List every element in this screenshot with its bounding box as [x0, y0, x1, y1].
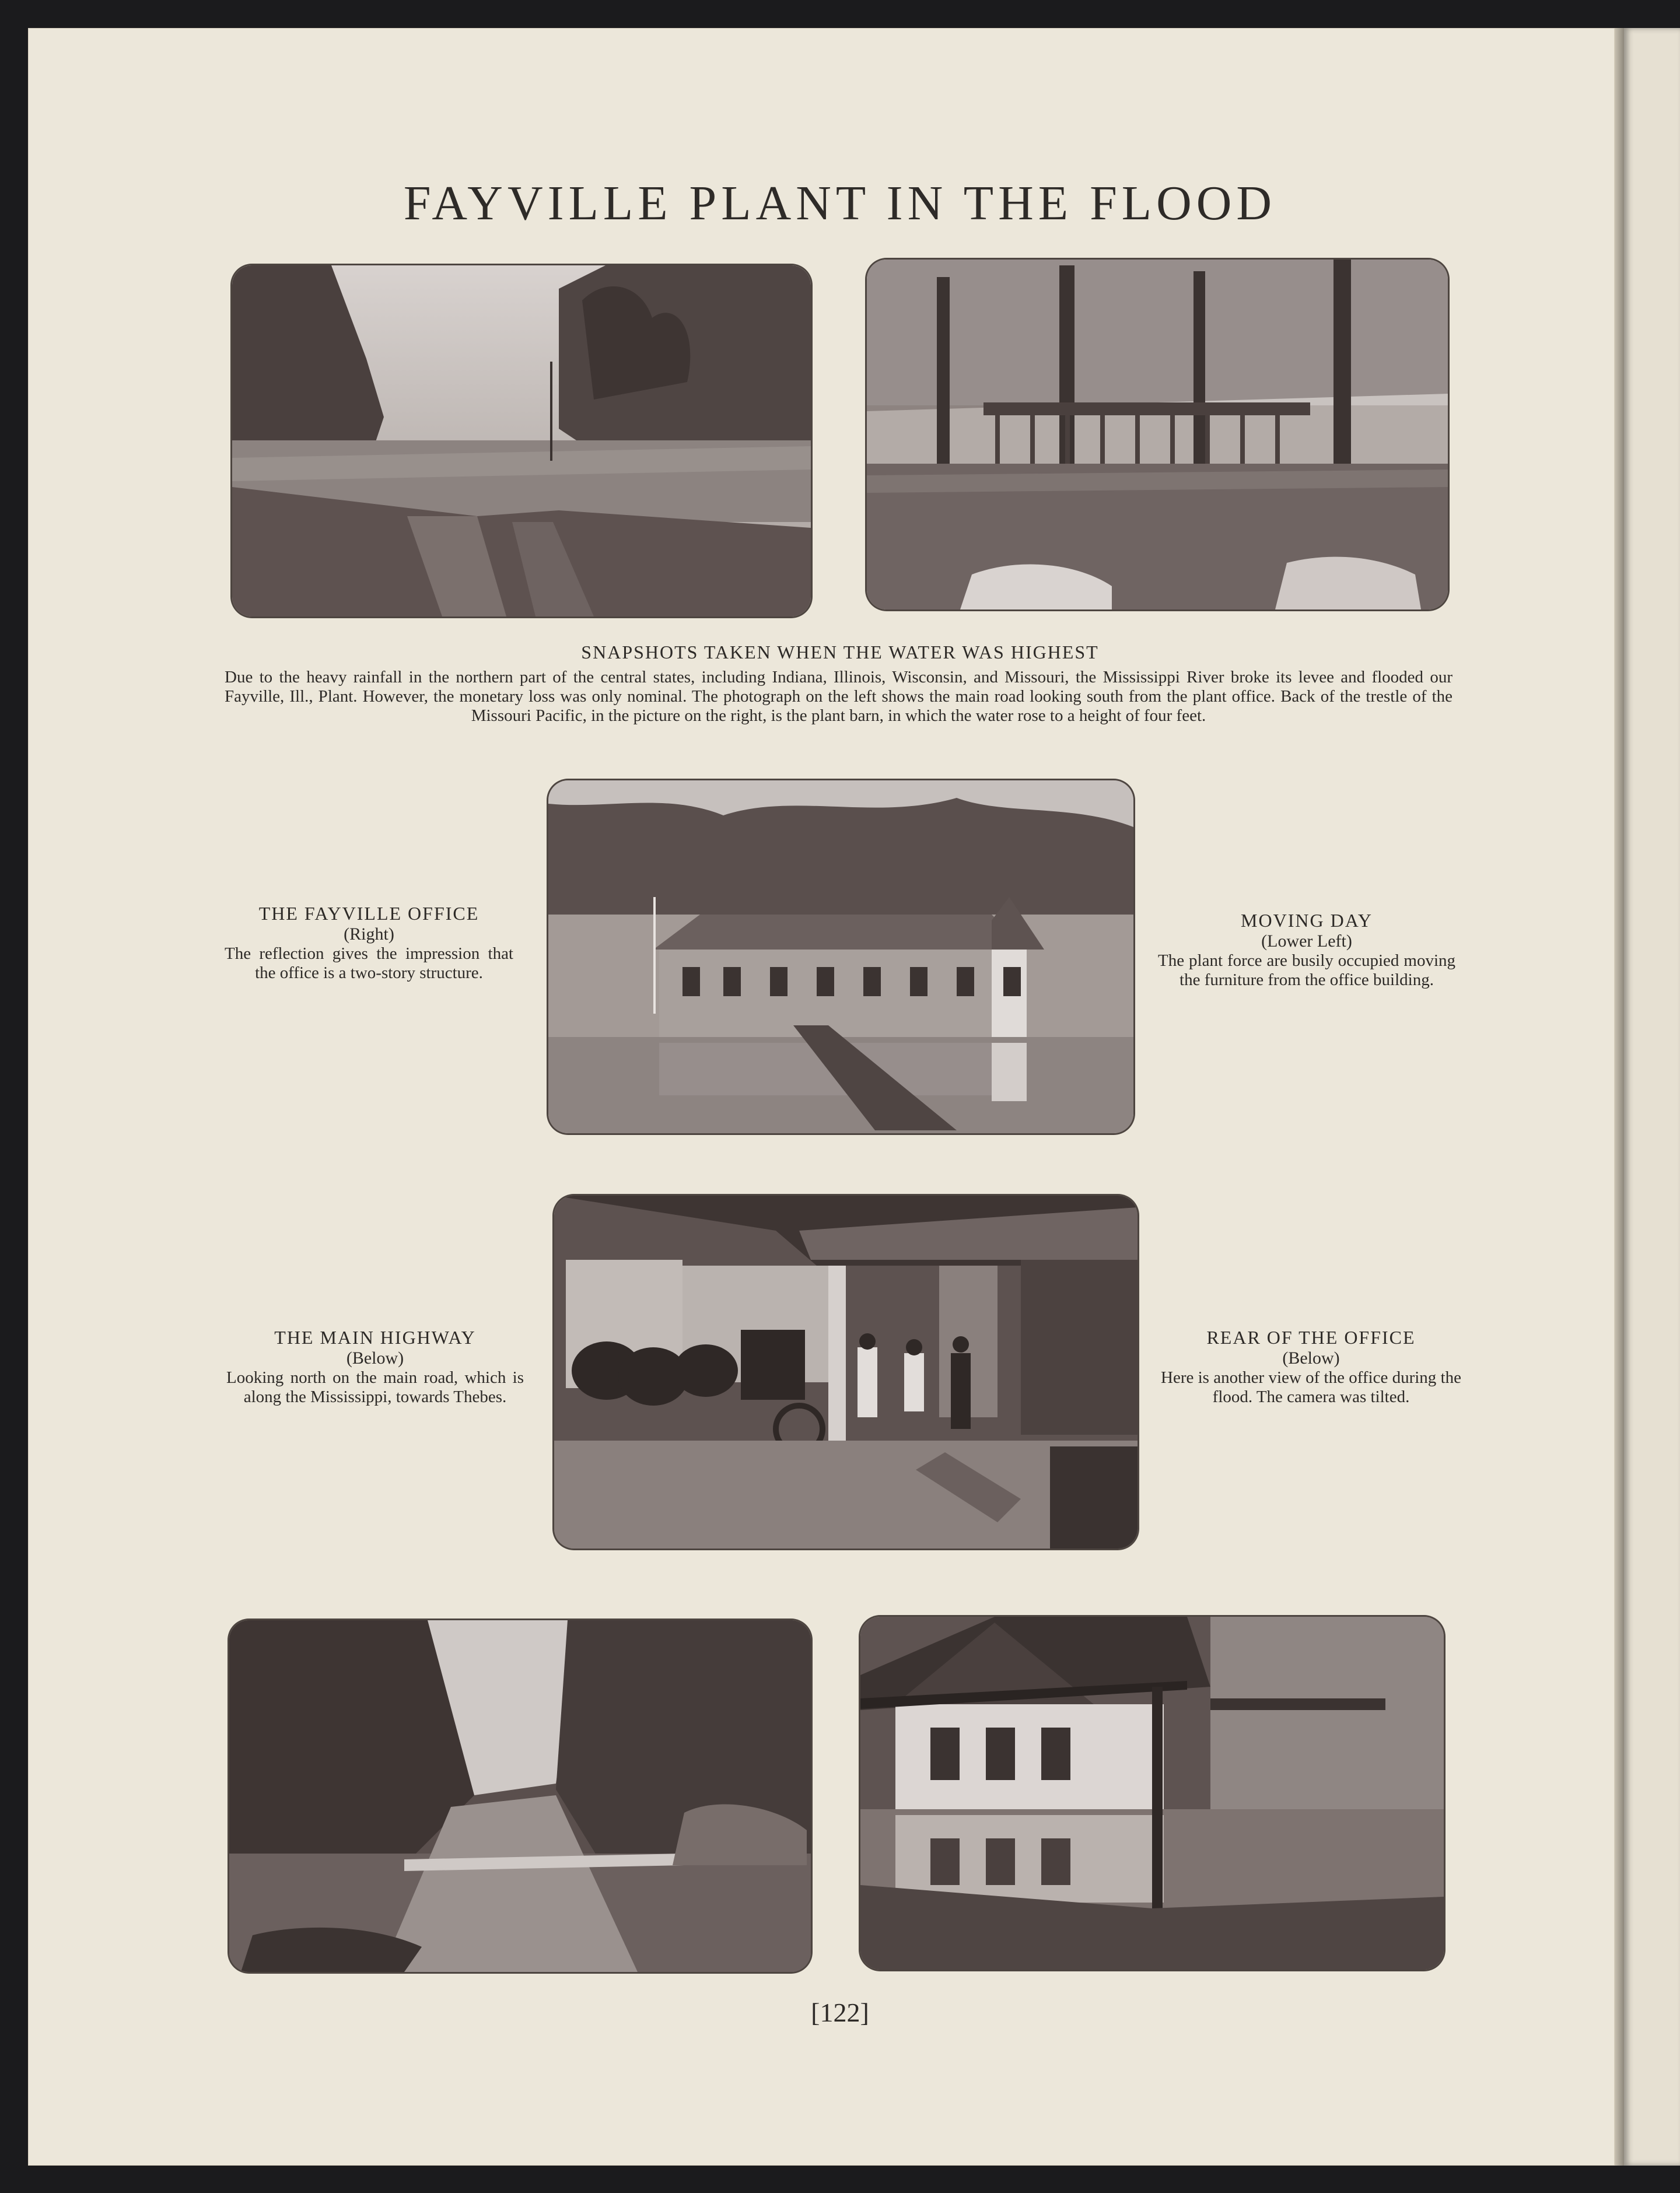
caption-fayville-office: [225, 903, 513, 983]
photo-trestle: [867, 260, 1448, 609]
caption-main-highway-title: THE MAIN HIGHWAY: [274, 1327, 476, 1348]
photo-moving-day: [554, 1196, 1138, 1549]
photo-main-road-south-image: [232, 265, 811, 616]
caption-main-highway: [226, 1327, 524, 1407]
caption-fayville-office-direction: (Right): [344, 924, 394, 944]
page-number: [122]: [811, 1998, 869, 2027]
page-edge: [1615, 28, 1624, 2166]
photo-main-highway: [229, 1620, 811, 1972]
caption-moving-day-direction: (Lower Left): [1261, 931, 1352, 951]
caption-moving-day: [1158, 910, 1455, 990]
photo-main-highway-image: [229, 1620, 811, 1972]
caption-fayville-office-body: The reflection gives the impression that the office is a two-story structure.: [225, 944, 513, 982]
caption-moving-day-title: MOVING DAY: [1241, 910, 1373, 931]
caption-rear-office: [1161, 1327, 1461, 1407]
snapshots-heading: SNAPSHOTS TAKEN WHEN THE WATER WAS HIGHEST: [581, 642, 1099, 663]
photo-moving-day-image: [554, 1196, 1138, 1549]
page-title: FAYVILLE PLANT IN THE FLOOD: [403, 176, 1277, 230]
adjacent-page-edge: [1624, 28, 1680, 2166]
caption-rear-office-title: REAR OF THE OFFICE: [1206, 1327, 1416, 1348]
photo-main-road-south: [232, 265, 811, 616]
caption-main-highway-body: Looking north on the main road, which is along the Mississippi, towards Thebes.: [226, 1368, 524, 1406]
caption-rear-office-direction: (Below): [1282, 1348, 1340, 1368]
caption-fayville-office-title: THE FAYVILLE OFFICE: [258, 903, 480, 924]
caption-rear-office-body: Here is another view of the office during the flood. The camera was tilted.: [1161, 1368, 1461, 1406]
photo-trestle-image: [867, 260, 1448, 609]
photo-rear-office: [860, 1617, 1444, 1970]
caption-moving-day-body: The plant force are busily occupied moving the furniture from the office building.: [1158, 951, 1455, 989]
photo-fayville-office-image: [548, 780, 1133, 1133]
snapshots-caption: Due to the heavy rainfall in the northern part of the central states, including Indiana, Illinois, Wisconsin, and Missouri, the Mississippi River broke its levee and flooded our Fayville, Ill., Plant. However, the monetary loss was only nominal. The photograph on the left shows the main road looking south from the plant office. Back of the trestle of the Missouri Pacific, in the picture on the right, is the plant barn, in which the water rose to a height of four feet.: [225, 668, 1452, 725]
photo-rear-office-image: [860, 1617, 1444, 1970]
photo-fayville-office: [548, 780, 1133, 1133]
caption-main-highway-direction: (Below): [346, 1348, 404, 1368]
